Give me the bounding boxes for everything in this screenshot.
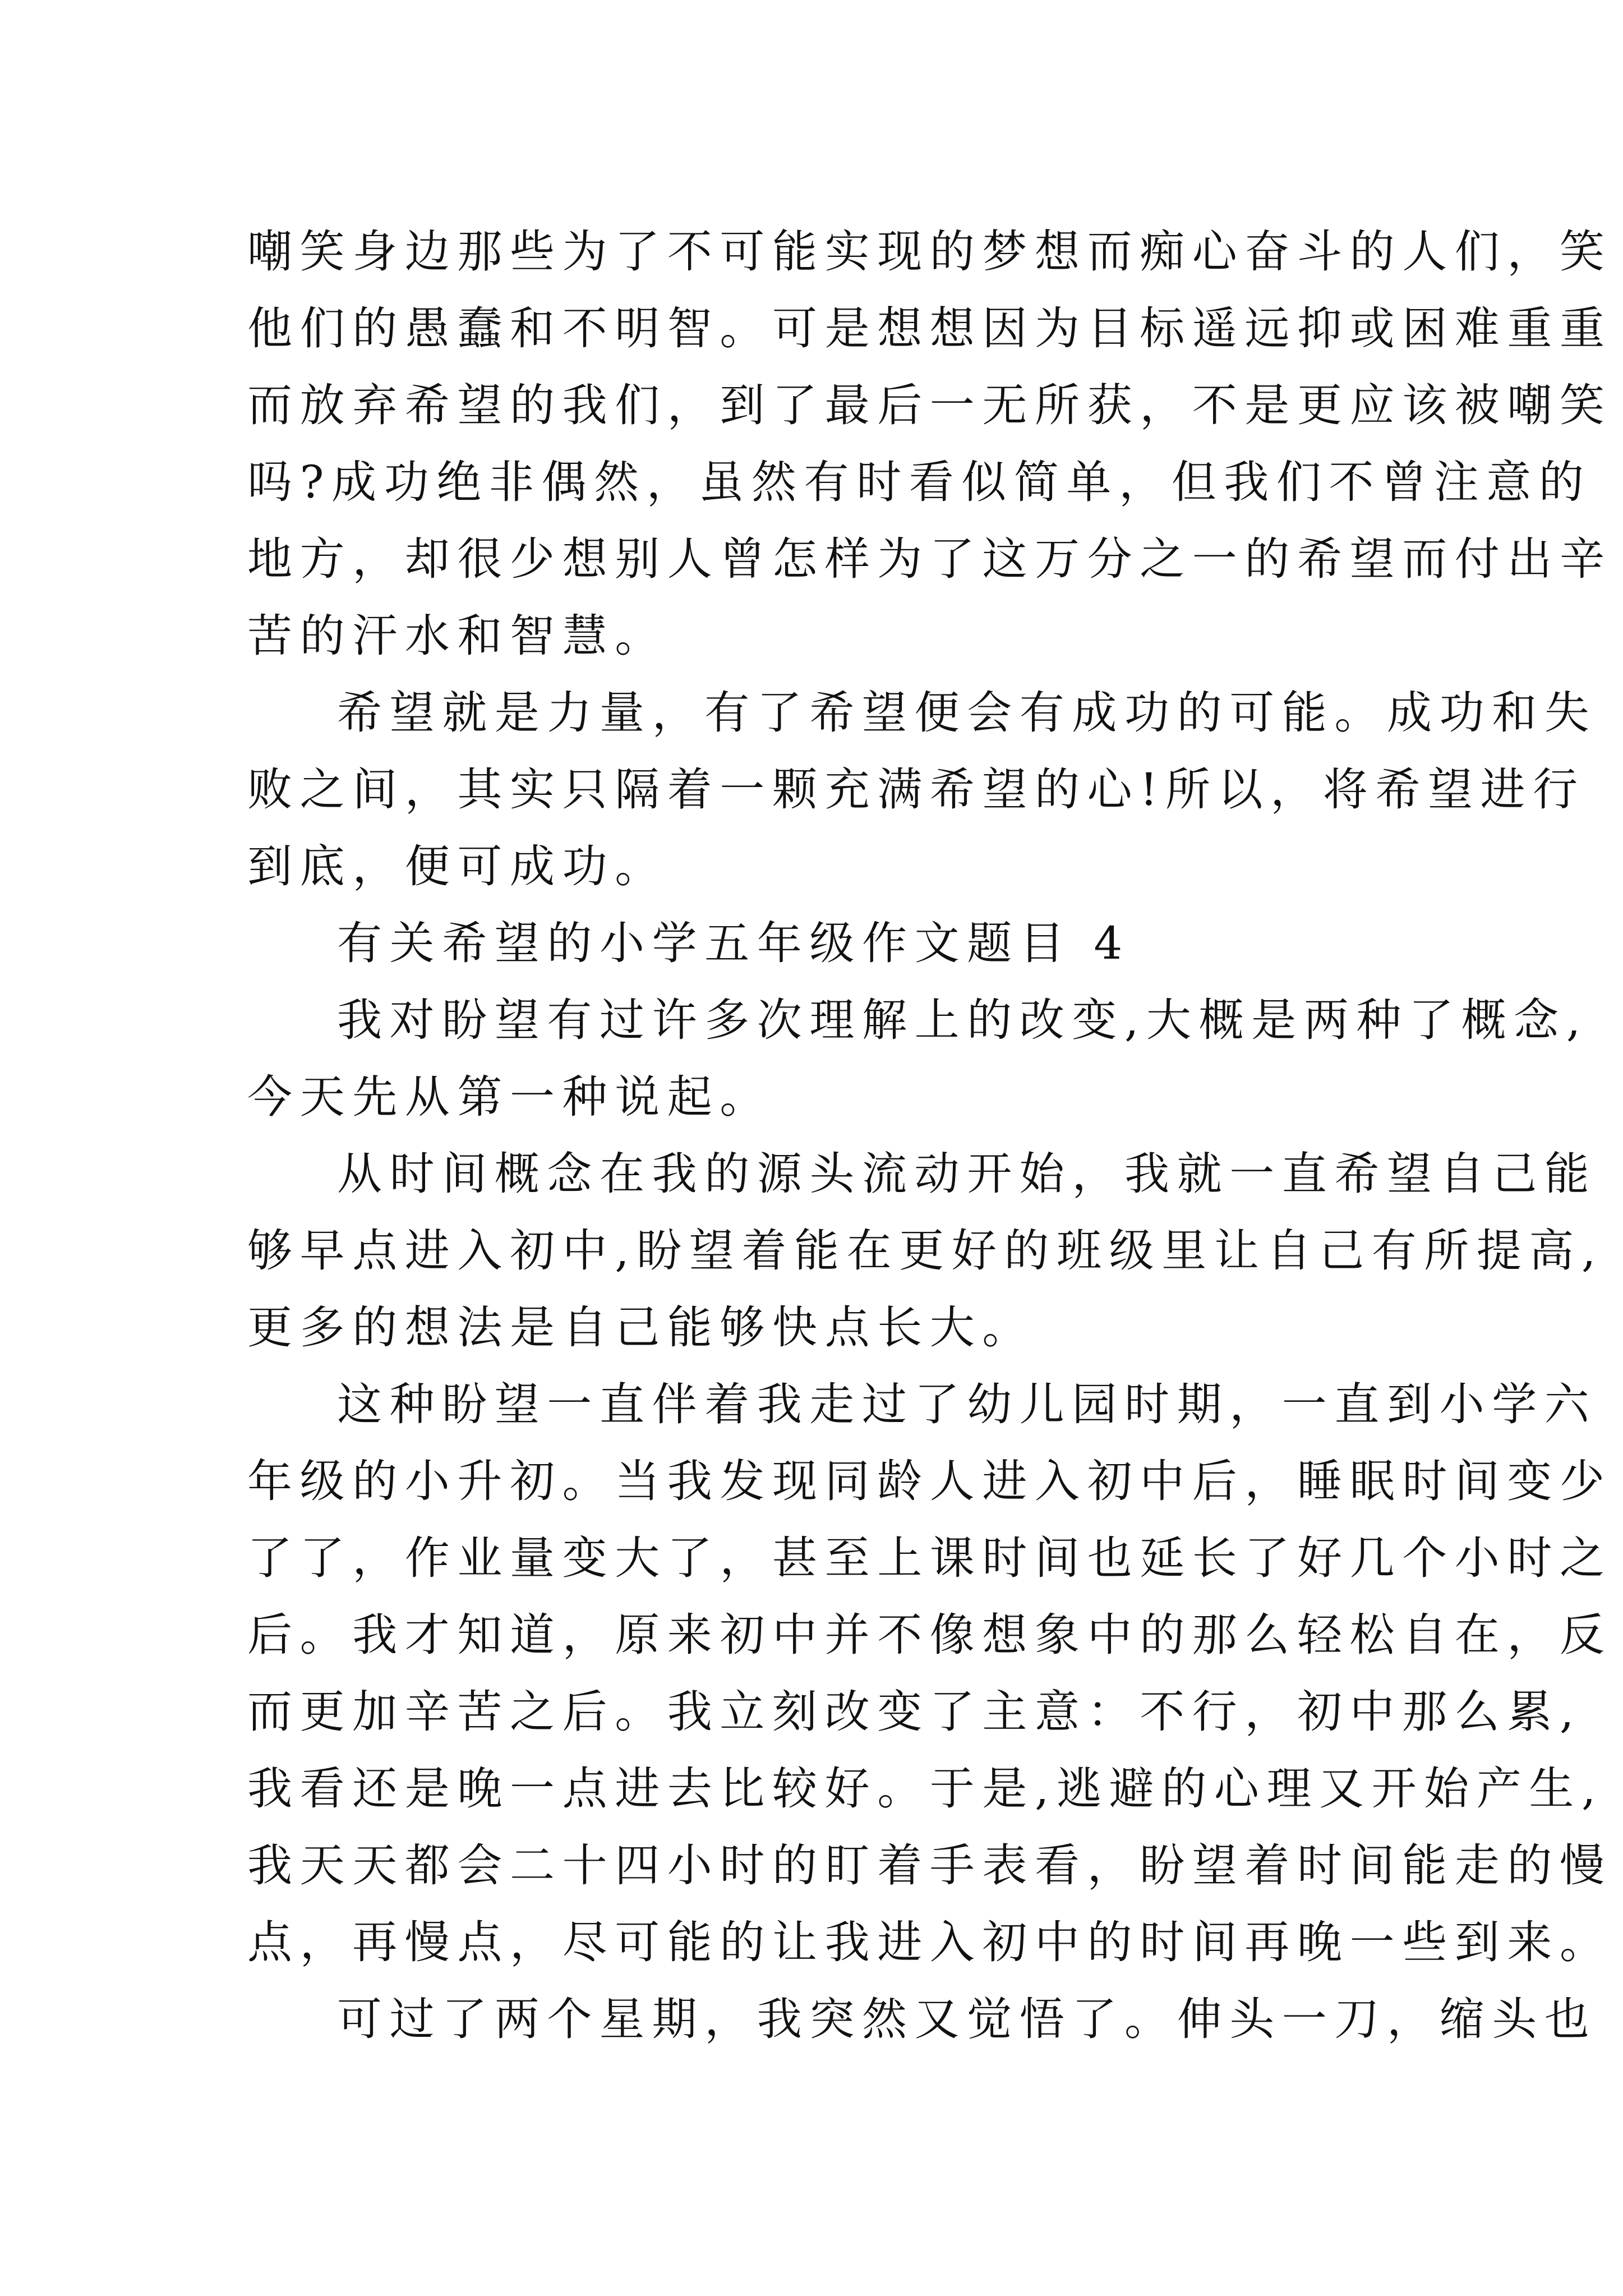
text-line: 我看还是晚一点进去比较好。于是,逃避的心理又开始产生, [247, 1763, 1604, 1815]
text-line: 更多的想法是自己能够快点长大。 [247, 1301, 1035, 1354]
essay-body [247, 213, 1612, 2058]
paragraph-start-line: 这种盼望一直伴着我走过了幼儿园时期，一直到小学六 [337, 1378, 1597, 1430]
text-line: 而更加辛苦之后。我立刻改变了主意：不行，初中那么累, [247, 1686, 1582, 1738]
section-heading: 有关希望的小学五年级作文题目 4 [337, 917, 1130, 969]
paragraph-start-line: 我对盼望有过许多次理解上的改变,大概是两种了概念, [337, 994, 1588, 1046]
text-line: 嘲笑身边那些为了不可能实现的梦想而痴心奋斗的人们，笑 [247, 226, 1612, 278]
paragraph-start-line: 从时间概念在我的源头流动开始，我就一直希望自己能 [337, 1148, 1597, 1200]
paragraph-start-line: 可过了两个星期，我突然又觉悟了。伸头一刀，缩头也 [337, 1993, 1597, 2045]
text-line: 他们的愚蠢和不明智。可是想想因为目标遥远抑或困难重重 [247, 302, 1612, 355]
text-line: 今天先从第一种说起。 [247, 1071, 772, 1123]
text-line: 了了，作业量变大了，甚至上课时间也延长了好几个小时之 [247, 1532, 1612, 1584]
text-line: 我天天都会二十四小时的盯着手表看，盼望着时间能走的慢 [247, 1839, 1612, 1892]
paragraph-start-line: 希望就是力量，有了希望便会有成功的可能。成功和失 [337, 687, 1597, 739]
text-line: 够早点进入初中,盼望着能在更好的班级里让自己有所提高, [247, 1225, 1604, 1277]
text-line: 到底，便可成功。 [247, 840, 667, 892]
text-line: 吗?成功绝非偶然，虽然有时看似简单，但我们不曾注意的 [247, 456, 1592, 508]
text-line: 而放弃希望的我们，到了最后一无所获，不是更应该被嘲笑 [247, 379, 1612, 431]
text-line: 年级的小升初。当我发现同龄人进入初中后，睡眠时间变少 [247, 1455, 1612, 1507]
text-line: 后。我才知道，原来初中并不像想象中的那么轻松自在，反 [247, 1609, 1612, 1661]
text-line: 败之间，其实只隔着一颗充满希望的心!所以，将希望进行 [247, 763, 1585, 816]
text-line: 苦的汗水和智慧。 [247, 610, 667, 662]
text-line: 地方，却很少想别人曾怎样为了这万分之一的希望而付出辛 [247, 533, 1612, 585]
text-line: 点，再慢点，尽可能的让我进入初中的时间再晚一些到来。 [247, 1916, 1612, 1968]
